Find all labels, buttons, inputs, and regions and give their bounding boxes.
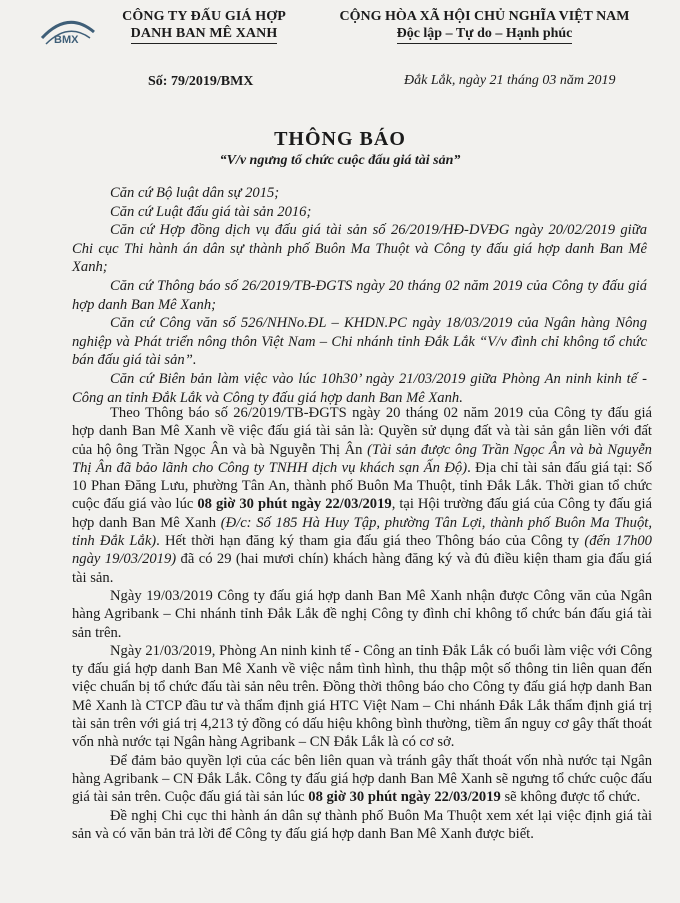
legal-basis-item: Căn cứ Luật đấu giá tài sản 2016;: [110, 203, 312, 220]
document-number: Số: 79/2019/BMX: [148, 74, 254, 89]
document-title: THÔNG BÁO: [274, 128, 406, 150]
auction-time: 08 giờ 30 phút ngày 22/03/2019: [308, 789, 501, 806]
paragraph-suspension: [72, 752, 652, 807]
company-logo: [38, 8, 98, 52]
italic-deadline: (đến 17h00 ngày 19/03/2019): [72, 533, 652, 568]
italic-note: (Tài sản được ông Trần Ngọc Ân và bà Nguyễn Thị Ân đã bảo lãnh cho Công ty TNHH dịch vụ khách sạn Ấn Độ): [72, 441, 652, 476]
paragraph-request: Đề nghị Chi cục thi hành án dân sự thành phố Buôn Ma Thuột xem xét lại việc định giá tài sản và có văn bản trả lời để Công ty đấu giá hợp danh Ban Mê Xanh được biết.: [72, 807, 652, 842]
company-name-line2: DANH BAN MÊ XANH: [131, 25, 278, 44]
legal-basis-item: Căn cứ Biên bản làm việc vào lúc 10h30’ ngày 21/03/2019 giữa Phòng An ninh kinh tế - Công an tỉnh Đắk Lắk và Công ty đấu giá hợp danh Ban Mê Xanh.: [72, 370, 647, 406]
legal-basis-item: Căn cứ Hợp đồng dịch vụ đấu giá tài sản số 26/2019/HĐ-DVĐG ngày 20/02/2019 giữa Chi cục Thi hành án dân sự thành phố Buôn Ma Thuột và Công ty đấu giá hợp danh Ban Mê Xanh;: [72, 222, 647, 276]
national-motto: Độc lập – Tự do – Hạnh phúc: [397, 25, 573, 44]
text-run: đã có 29 (hai mươi chín) khách hàng đăng ký và đủ điều kiện tham gia đấu giá tài sản.: [72, 551, 652, 586]
paragraph-police-meeting: Ngày 21/03/2019, Phòng An ninh kinh tế - Công an tỉnh Đắk Lắk có buổi làm việc với Công ty đấu giá hợp danh Ban Mê Xanh về việc nắm tình hình, thu thập một số thông tin liên quan đến việc chuẩn bị tổ chức đấu tài sản nêu trên. Đồng thời thông báo cho Công ty đấu giá hợp danh Ban Mê Xanh là CTCP đầu tư và thẩm định giá HTC Việt Nam – Chi nhánh Đắk Lắk thẩm định giá trị tài sản trên với giá trị 4,213 tỷ đồng có dấu hiệu không bình thường, tiềm ẩn nguy cơ gây thất thoát vốn nhà nước tại Ngân hàng Agribank – CN Đắk Lắk là có cơ sở.: [72, 642, 652, 751]
paragraph-announcement-reference: [72, 404, 652, 587]
text-run: . Địa chỉ tài sản đấu giá tại: Số 10 Phan Đăng Lưu, phường Tân An, thành phố Buôn Ma Thuột, tỉnh Đắk Lắk. Thời gian tổ chức cuộc đấu giá vào lúc: [72, 459, 652, 513]
national-heading: [312, 8, 657, 44]
legal-basis-item: Căn cứ Bộ luật dân sự 2015;: [110, 185, 280, 201]
legal-bases: [72, 184, 647, 407]
legal-basis-item: Căn cứ Công văn số 526/NHNo.ĐL – KHDN.PC ngày 18/03/2019 của Ngân hàng Nông nghiệp và Phát triển nông thôn Việt Nam – Chi nhánh tỉnh Đắk Lắk “V/v đình chỉ không tổ chức bán đấu giá tài sản”.: [72, 315, 647, 369]
text-run: Theo Thông báo số 26/2019/TB-ĐGTS ngày 20 tháng 02 năm 2019 của Công ty đấu giá hợp danh Ban Mê Xanh về việc đấu giá tài sản là: Quyền sử dụng đất và tài sản gắn liền với đất của hộ ông Trần Ngọc Ân và bà Nguyễn Thị Ân: [72, 405, 652, 458]
text-run: Để đảm bảo quyền lợi của các bên liên quan và tránh gây thất thoát vốn nhà nước tại Ngân hàng Agribank – CN Đắk Lắk. Công ty đấu giá hợp danh Ban Mê Xanh sẽ ngưng tổ chức cuộc đấu giá tài sản trên. Cuộc đấu giá tài sản lúc: [72, 752, 652, 806]
document-subtitle: “V/v ngưng tổ chức cuộc đấu giá tài sản”: [219, 153, 461, 168]
place-date-line: Đắk Lắk, ngày 21 tháng 03 năm 2019: [404, 73, 616, 88]
text-run: , tại Hội trường đấu giá của Công ty đấu giá hợp danh Ban Mê Xanh: [72, 496, 652, 531]
paragraph-bank-request: Ngày 19/03/2019 Công ty đấu giá hợp danh Ban Mê Xanh nhận được Công văn của Ngân hàng Agribank – Chi nhánh tỉnh Đắk Lắk đề nghị Công ty đình chỉ không tổ chức bán đấu giá tài sản trên.: [72, 587, 652, 641]
legal-basis-item: Căn cứ Thông báo số 26/2019/TB-ĐGTS ngày 20 tháng 02 năm 2019 của Công ty đấu giá hợp danh Ban Mê Xanh;: [72, 277, 647, 313]
auction-time: 08 giờ 30 phút ngày 22/03/2019: [197, 496, 392, 513]
text-run: sẽ không được tổ chức.: [500, 789, 641, 806]
company-name: [104, 8, 304, 44]
company-name-line1: CÔNG TY ĐẤU GIÁ HỢP: [122, 9, 286, 24]
logo-text: BMX: [54, 34, 79, 46]
italic-address: (Đ/c: Số 185 Hà Huy Tập, phường Tân Lợi, thành phố Buôn Ma Thuột, tỉnh Đắk Lắk): [72, 514, 652, 550]
body-content: [72, 404, 652, 843]
nation-name: CỘNG HÒA XÃ HỘI CHỦ NGHĨA VIỆT NAM: [339, 9, 630, 24]
text-run: . Hết thời hạn đăng ký tham gia đấu giá theo Thông báo của Công ty: [156, 533, 585, 550]
